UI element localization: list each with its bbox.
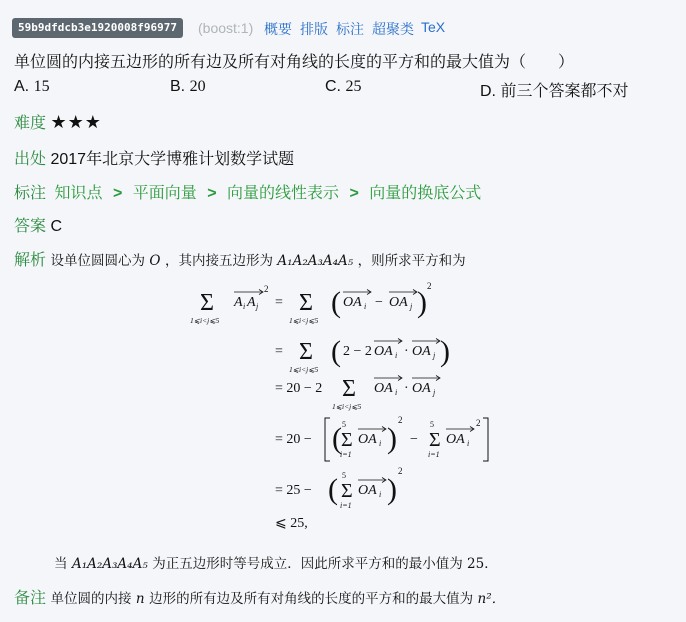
svg-text:OA: OA (446, 432, 465, 447)
svg-text:−: − (410, 432, 418, 447)
svg-text:A: A (247, 295, 256, 310)
option-d-value: 前三个答案都不对 (500, 83, 629, 100)
remark-n: n (135, 591, 145, 607)
option-b-value: 20 (189, 78, 206, 95)
svg-text:i=1: i=1 (428, 450, 440, 459)
svg-text:i=1: i=1 (340, 501, 352, 510)
conclusion-row (54, 552, 498, 573)
svg-text:j: j (433, 388, 436, 397)
svg-text:= 25 −: = 25 − (275, 483, 312, 498)
formula-line-3 (275, 376, 440, 412)
svg-text:Σ: Σ (299, 339, 313, 365)
svg-text:= 20 −: = 20 − (275, 432, 312, 447)
tag-knowledge-point[interactable]: 知识点 (54, 185, 103, 202)
svg-text:i: i (379, 439, 382, 448)
svg-text:j: j (410, 302, 413, 311)
answer-value: C (50, 218, 63, 235)
svg-text:): ) (417, 286, 427, 319)
option-c-letter: C. (325, 78, 341, 95)
svg-text:i: i (243, 302, 246, 311)
answer-row (14, 213, 62, 236)
svg-text:i: i (467, 439, 470, 448)
link-layout[interactable]: 排版 (300, 21, 328, 37)
option-d (480, 78, 628, 101)
svg-text:= 20 − 2: = 20 − 2 (275, 381, 323, 396)
conclusion-b: 为正五边形时等号成立．因此所求平方和的最小值为 25． (152, 556, 498, 572)
remark-label: 备注 (14, 590, 47, 607)
source-row (14, 146, 294, 169)
svg-text:Σ: Σ (299, 290, 313, 316)
analysis-intro-b: ，其内接五边形为 (164, 253, 273, 269)
tags-row (14, 180, 481, 203)
analysis-intro-poly: A₁A₂A₃A₄A₅ (277, 253, 354, 269)
option-a (14, 78, 50, 96)
svg-text:Σ: Σ (429, 429, 441, 451)
svg-text:A: A (234, 295, 243, 310)
svg-text:(: ( (328, 473, 338, 506)
tag-linear-representation[interactable]: 向量的线性表示 (227, 185, 340, 202)
svg-text:OA: OA (374, 381, 393, 396)
svg-text:i=1: i=1 (340, 450, 352, 459)
tag-separator: > (112, 185, 123, 202)
svg-text:OA: OA (343, 295, 362, 310)
link-super-cluster[interactable]: 超聚类 (372, 21, 414, 37)
svg-text:2: 2 (398, 415, 403, 425)
svg-text:OA: OA (358, 483, 377, 498)
analysis-intro-c: ，则所求平方和为 (357, 253, 466, 269)
formula-line-6 (275, 516, 308, 531)
analysis-label: 解析 (14, 252, 47, 269)
question-stem: 单位圆的内接五边形的所有边及所有对角线的长度的平方和的最大值为（ ） (14, 54, 575, 71)
svg-text:1⩽i<j⩽5: 1⩽i<j⩽5 (289, 316, 319, 325)
remark-row (14, 585, 505, 608)
difficulty-row (14, 110, 102, 133)
svg-text:=: = (275, 344, 283, 359)
tags-label: 标注 (14, 185, 47, 202)
svg-text:): ) (387, 473, 397, 506)
tag-plane-vector[interactable]: 平面向量 (132, 185, 197, 202)
svg-text:2 − 2: 2 − 2 (343, 344, 372, 359)
svg-text:=: = (275, 295, 283, 310)
svg-text:(: ( (332, 422, 342, 455)
remark-text-b: 边形的所有边及所有对角线的长度的平方和的最大值为 (149, 591, 474, 607)
svg-text:2: 2 (476, 418, 481, 428)
difficulty-stars: ★★★ (50, 112, 102, 132)
svg-text:⩽ 25,: ⩽ 25, (275, 516, 308, 531)
option-a-value: 15 (33, 78, 50, 95)
link-overview[interactable]: 概要 (264, 21, 292, 37)
remark-text-a: 单位圆的内接 (50, 591, 132, 607)
formula-line-2 (275, 335, 450, 374)
formula-line-5 (275, 466, 403, 510)
svg-text:·: · (404, 344, 409, 359)
svg-text:i: i (395, 388, 398, 397)
svg-text:5: 5 (342, 471, 346, 480)
svg-text:OA: OA (412, 344, 431, 359)
option-c-value: 25 (345, 78, 362, 95)
svg-text:Σ: Σ (200, 290, 214, 316)
svg-text:j: j (256, 302, 259, 311)
svg-text:OA: OA (358, 432, 377, 447)
svg-text:OA: OA (374, 344, 393, 359)
source-label: 出处 (14, 151, 47, 168)
svg-text:Σ: Σ (341, 429, 353, 451)
svg-text:OA: OA (389, 295, 408, 310)
formula-line-1 (190, 281, 432, 325)
svg-text:1⩽i<j⩽5: 1⩽i<j⩽5 (289, 365, 319, 374)
analysis-intro-o: O (149, 253, 161, 269)
svg-text:1⩽i<j⩽5: 1⩽i<j⩽5 (190, 316, 220, 325)
svg-text:): ) (387, 422, 397, 455)
source-value: 2017年北京大学博雅计划数学试题 (50, 151, 295, 168)
svg-text:i: i (364, 302, 367, 311)
question-id-badge: 59b9dfdcb3e1920008f96977 (12, 18, 183, 38)
option-c (325, 78, 361, 96)
svg-text:j: j (433, 351, 436, 360)
tag-separator: > (349, 185, 359, 202)
link-tex[interactable]: TeX (421, 19, 446, 35)
svg-text:1⩽i<j⩽5: 1⩽i<j⩽5 (332, 402, 362, 411)
analysis-row (14, 247, 466, 270)
svg-text:(: ( (331, 286, 341, 319)
svg-text:2: 2 (264, 284, 269, 294)
svg-text:): ) (440, 335, 450, 368)
svg-text:2: 2 (427, 281, 432, 291)
svg-text:Σ: Σ (342, 376, 356, 402)
svg-text:5: 5 (430, 420, 434, 429)
boost-label: (boost:1) (198, 20, 254, 36)
svg-text:2: 2 (398, 466, 403, 476)
svg-text:Σ: Σ (341, 480, 353, 502)
link-annotate[interactable]: 标注 (336, 21, 364, 37)
svg-text:(: ( (331, 335, 341, 368)
answer-label: 答案 (14, 218, 47, 235)
svg-text:−: − (375, 295, 383, 310)
conclusion-poly: A₁A₂A₃A₄A₅ (71, 556, 148, 572)
option-b-letter: B. (170, 78, 186, 95)
svg-text:i: i (379, 490, 382, 499)
solution-formula (180, 276, 510, 538)
option-d-letter: D. (480, 83, 496, 100)
option-a-letter: A. (14, 78, 30, 95)
svg-text:5: 5 (342, 420, 346, 429)
analysis-intro-a: 设单位圆圆心为 (50, 253, 145, 269)
svg-text:·: · (404, 381, 409, 396)
tag-change-of-base[interactable]: 向量的换底公式 (369, 185, 482, 202)
svg-text:OA: OA (412, 381, 431, 396)
svg-text:i: i (395, 351, 398, 360)
tag-separator: > (207, 185, 217, 202)
remark-n-squared: n²． (477, 591, 506, 607)
formula-line-4 (275, 415, 488, 461)
difficulty-label: 难度 (14, 115, 47, 132)
option-b (170, 78, 206, 96)
conclusion-a: 当 (54, 556, 68, 572)
